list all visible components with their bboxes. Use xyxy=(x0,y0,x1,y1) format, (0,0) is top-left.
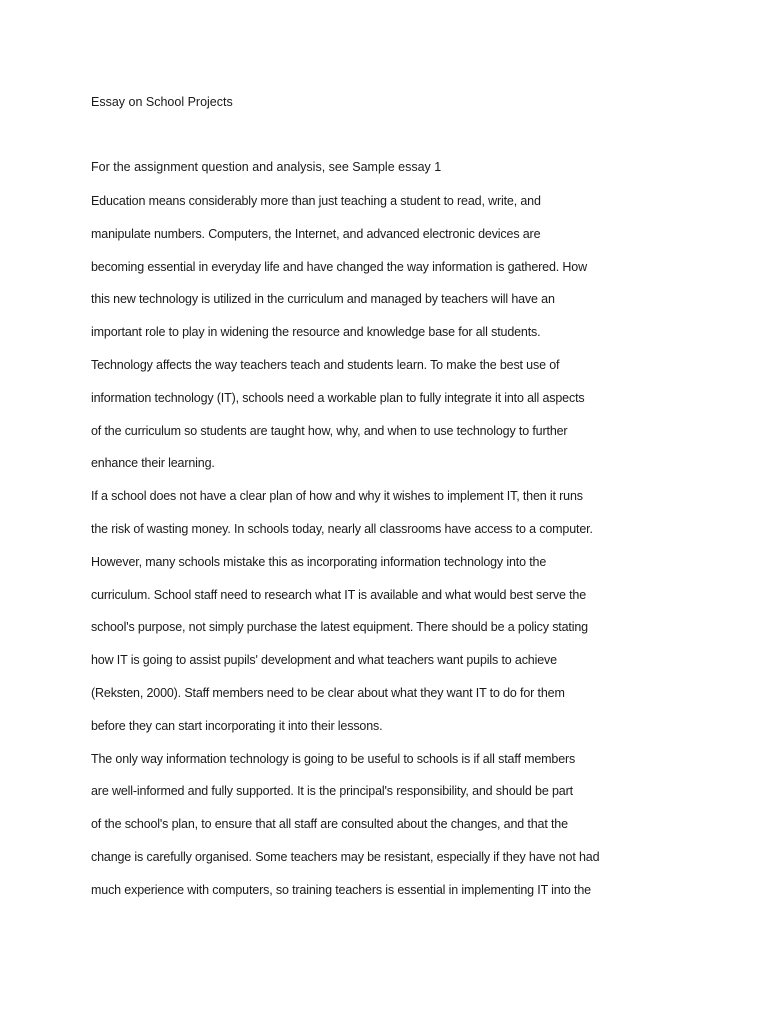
paragraph-3 xyxy=(91,743,651,907)
text-line: enhance their learning. xyxy=(91,456,215,471)
text-line: (Reksten, 2000). Staff members need to be clear about what they want IT to do for them xyxy=(91,685,565,700)
text-line: manipulate numbers. Computers, the Internet, and advanced electronic devices are xyxy=(91,226,541,241)
text-line: of the curriculum so students are taught how, why, and when to use technology to further xyxy=(91,423,568,438)
text-line: becoming essential in everyday life and have changed the way information is gathered. How xyxy=(91,259,587,274)
paragraph-2 xyxy=(91,480,651,742)
text-line: information technology (IT), schools need a workable plan to fully integrate it into all aspects xyxy=(91,390,585,405)
text-line: However, many schools mistake this as incorporating information technology into the xyxy=(91,554,547,569)
text-line: are well-informed and fully supported. It is the principal's responsibility, and should be part xyxy=(91,784,573,799)
intro-line: For the assignment question and analysis, see Sample essay 1 xyxy=(91,160,442,174)
text-line: the risk of wasting money. In schools today, nearly all classrooms have access to a computer. xyxy=(91,521,593,536)
paragraph-1 xyxy=(91,185,651,480)
text-line: Education means considerably more than just teaching a student to read, write, and xyxy=(91,194,541,208)
text-line: how IT is going to assist pupils' development and what teachers want pupils to achieve xyxy=(91,653,557,668)
text-line: much experience with computers, so training teachers is essential in implementing IT into the xyxy=(91,882,591,897)
text-line: The only way information technology is going to be useful to schools is if all staff members xyxy=(91,751,576,766)
text-line: before they can start incorporating it into their lessons. xyxy=(91,718,383,733)
text-line: this new technology is utilized in the curriculum and managed by teachers will have an xyxy=(91,292,555,307)
text-line: of the school's plan, to ensure that all staff are consulted about the changes, and that the xyxy=(91,817,568,832)
document-title: Essay on School Projects xyxy=(91,95,233,109)
text-line: change is carefully organised. Some teachers may be resistant, especially if they have not had xyxy=(91,849,600,864)
text-line: important role to play in widening the resource and knowledge base for all students. xyxy=(91,325,541,340)
text-line: Technology affects the way teachers teach and students learn. To make the best use of xyxy=(91,357,560,372)
text-line: curriculum. School staff need to research what IT is available and what would best serve the xyxy=(91,587,587,602)
document-body xyxy=(91,88,651,907)
text-line: If a school does not have a clear plan of how and why it wishes to implement IT, then it runs xyxy=(91,489,583,504)
text-line: school's purpose, not simply purchase the latest equipment. There should be a policy stating xyxy=(91,620,588,635)
